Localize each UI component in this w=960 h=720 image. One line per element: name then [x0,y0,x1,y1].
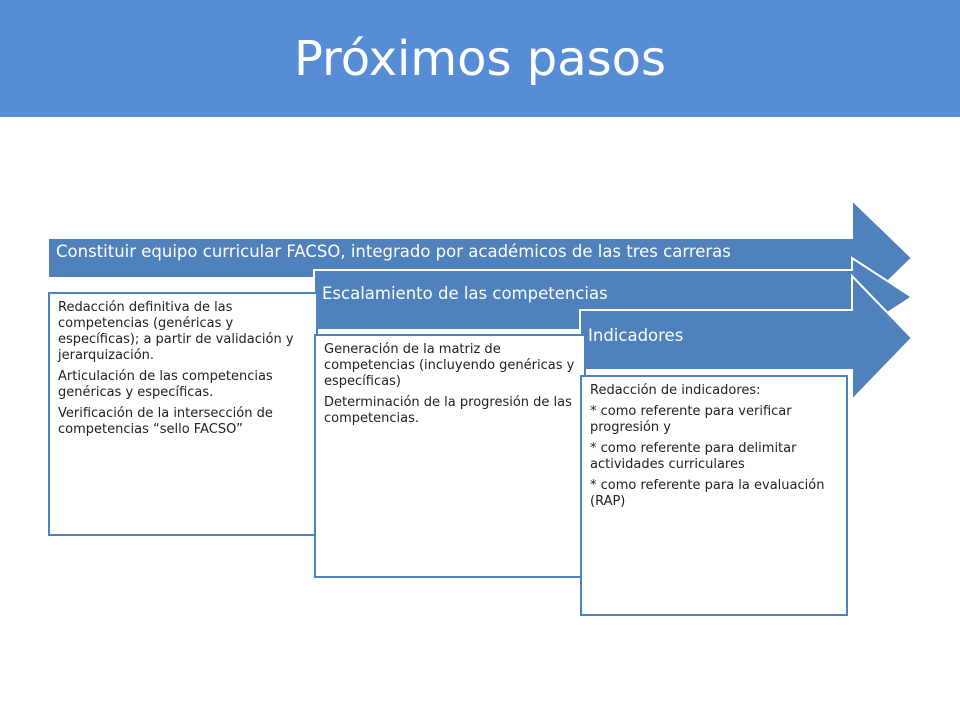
step-1-item: Articulación de las competencias genéricas y específicas. [58,369,273,400]
step-1-item: Verificación de la intersección de competencias “sello FACSO” [58,406,273,437]
step-3-item: * como referente para la evaluación (RAP) [590,478,825,509]
step-3-box [580,375,848,616]
step-2-label: Escalamiento de las competencias [322,284,608,303]
step-2-item: Determinación de la progresión de las competencias. [324,395,572,426]
step-1-label: Constituir equipo curricular FACSO, integrado por académicos de las tres carreras [56,242,731,261]
step-3-item: Redacción de indicadores: [590,383,761,398]
step-2-box [314,334,586,578]
slide-title: Próximos pasos [293,31,667,87]
step-2-item: Generación de la matriz de competencias (incluyendo genéricas y específicas) [324,342,575,389]
step-3-item: * como referente para verificar progresión y [590,404,792,435]
step-3-item: * como referente para delimitar actividades curriculares [590,441,797,472]
step-1-box [48,292,318,536]
step-3-label: Indicadores [588,326,684,345]
step-1-item: Redacción definitiva de las competencias (genéricas y específicas); a partir de validación y jerarquización. [58,300,294,363]
